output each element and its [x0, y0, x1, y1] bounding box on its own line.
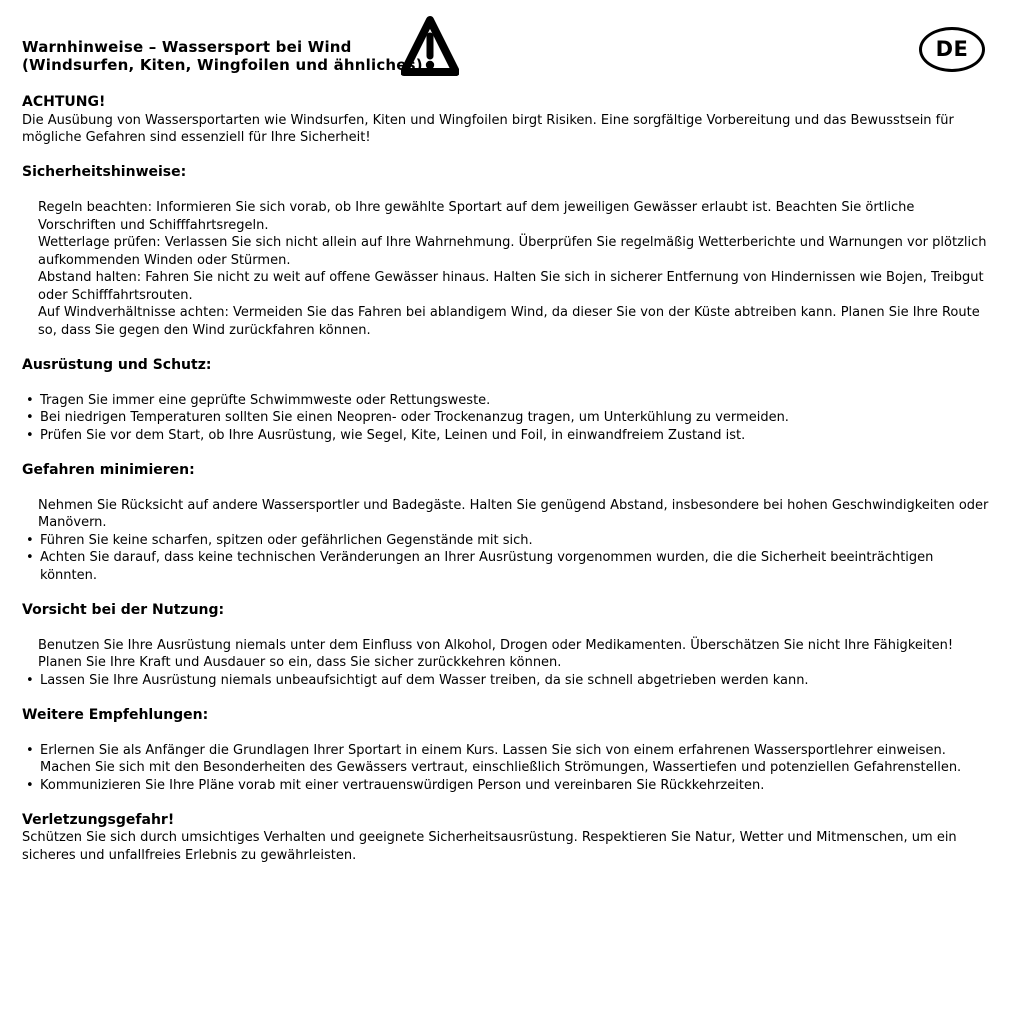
list-item: [22, 742, 990, 760]
page-title-line1: Warnhinweise – Wassersport bei Wind: [22, 38, 352, 56]
warning-triangle-icon: [401, 14, 459, 78]
bullet-marker: •: [26, 427, 34, 443]
section-achtung: [22, 94, 990, 147]
list-item-text: Achten Sie darauf, dass keine technischen Veränderungen an Ihrer Ausrüstung vorgenommen wurden, die die Sicherheit beeinträchtigen könnten.: [40, 550, 934, 583]
list-item: [22, 549, 990, 584]
section-ausruestung-und-schutz: [22, 357, 990, 445]
list-item-text: Führen Sie keine scharfen, spitzen oder gefährlichen Gegenstände mit sich.: [40, 532, 533, 548]
list-item: [22, 427, 990, 445]
list-item: [22, 759, 990, 777]
bullet-marker: •: [26, 777, 34, 793]
list-item: [22, 672, 990, 690]
section-heading: Vorsicht bei der Nutzung:: [22, 601, 225, 618]
list-item-text: Machen Sie sich mit den Besonderheiten des Gewässers vertraut, einschließlich Strömungen, Wassertiefen und potenziellen Gefahrenstellen.: [40, 760, 962, 775]
page-title: [22, 38, 990, 74]
section-weitere-empfehlungen: [22, 707, 990, 795]
list-item-text: Kommunizieren Sie Ihre Pläne vorab mit einer vertrauenswürdigen Person und vereinbaren Sie Rückkehrzeiten.: [40, 777, 765, 793]
paragraph: Die Ausübung von Wassersportarten wie Windsurfen, Kiten und Wingfoilen birgt Risiken. Eine sorgfältige Vorbereitung und das Bewusstsein für mögliche Gefahren sind essenziell für Ihre Sicherheit!: [22, 112, 954, 145]
section-heading: Sicherheitshinweise:: [22, 164, 187, 180]
page-title-line2: (Windsurfen, Kiten, Wingfoilen und ähnliches): [22, 56, 423, 74]
list-item: Benutzen Sie Ihre Ausrüstung niemals unter dem Einfluss von Alkohol, Drogen oder Medikamenten. Überschätzen Sie nicht Ihre Fähigkeiten! Planen Sie Ihre Kraft und Ausdauer so ein, dass Sie sicher zurückkehren können.: [38, 637, 954, 670]
section-verletzungsgefahr: [22, 812, 990, 865]
section-heading: Gefahren minimieren:: [22, 461, 195, 478]
list-item: [22, 777, 990, 795]
language-badge-label: DE: [935, 36, 969, 61]
list-item: [22, 392, 990, 410]
section-heading: ACHTUNG!: [22, 94, 106, 110]
list-item-text: Erlernen Sie als Anfänger die Grundlagen Ihrer Sportart in einem Kurs. Lassen Sie sich von einem erfahrenen Wassersportlehrer einweisen.: [40, 742, 946, 758]
bullet-marker: •: [26, 410, 34, 425]
list-item: Nehmen Sie Rücksicht auf andere Wassersportler und Badegäste. Halten Sie genügend Abstand, insbesondere bei hohen Geschwindigkeiten oder Manövern.: [38, 497, 989, 530]
section-heading: Ausrüstung und Schutz:: [22, 356, 212, 373]
list-item: Abstand halten: Fahren Sie nicht zu weit auf offene Gewässer hinaus. Halten Sie sich in sicherer Entfernung von Hindernissen wie Bojen, Treibgut oder Schifffahrtsrouten.: [38, 270, 984, 303]
bullet-marker: •: [26, 550, 34, 565]
document-header: [22, 38, 990, 74]
list-item: [22, 532, 990, 550]
language-badge: [919, 27, 985, 72]
bullet-marker: •: [26, 532, 34, 548]
section-vorsicht-bei-der-nutzung: [22, 602, 990, 690]
bullet-marker: •: [26, 392, 34, 408]
list-item: Auf Windverhältnisse achten: Vermeiden Sie das Fahren bei ablandigem Wind, da dieser Sie von der Küste abtreiben kann. Planen Sie Ihre Route so, dass Sie gegen den Wind zurückfahren können.: [38, 305, 980, 338]
section-heading: Weitere Empfehlungen:: [22, 706, 209, 723]
bullet-marker: •: [26, 742, 34, 758]
paragraph: Schützen Sie sich durch umsichtiges Verhalten und geeignete Sicherheitsausrüstung. Respektieren Sie Natur, Wetter und Mitmenschen, um ein sicheres und unfallfreies Erlebnis zu gewährleisten.: [22, 830, 957, 863]
list-item: [22, 409, 990, 427]
bullet-marker: •: [26, 672, 34, 688]
section-heading: Verletzungsgefahr!: [22, 811, 175, 828]
list-item-text: Prüfen Sie vor dem Start, ob Ihre Ausrüstung, wie Segel, Kite, Leinen und Foil, in einwandfreiem Zustand ist.: [40, 427, 746, 443]
list-item: Wetterlage prüfen: Verlassen Sie sich nicht allein auf Ihre Wahrnehmung. Überprüfen Sie regelmäßig Wetterberichte und Warnungen vor plötzlich aufkommenden Winden oder Stürmen.: [38, 235, 987, 268]
list-item-text: Lassen Sie Ihre Ausrüstung niemals unbeaufsichtigt auf dem Wasser treiben, da sie schnell abgetrieben werden kann.: [40, 672, 809, 688]
list-item-text: Bei niedrigen Temperaturen sollten Sie einen Neopren- oder Trockenanzug tragen, um Unterkühlung zu vermeiden.: [40, 410, 789, 425]
list-item-text: Tragen Sie immer eine geprüfte Schwimmweste oder Rettungsweste.: [40, 392, 491, 408]
section-sicherheitshinweise: [22, 164, 990, 339]
section-gefahren-minimieren: [22, 462, 990, 585]
list-item: Regeln beachten: Informieren Sie sich vorab, ob Ihre gewählte Sportart auf dem jeweiligen Gewässer erlaubt ist. Beachten Sie örtliche Vorschriften und Schifffahrtsregeln.: [38, 200, 915, 233]
